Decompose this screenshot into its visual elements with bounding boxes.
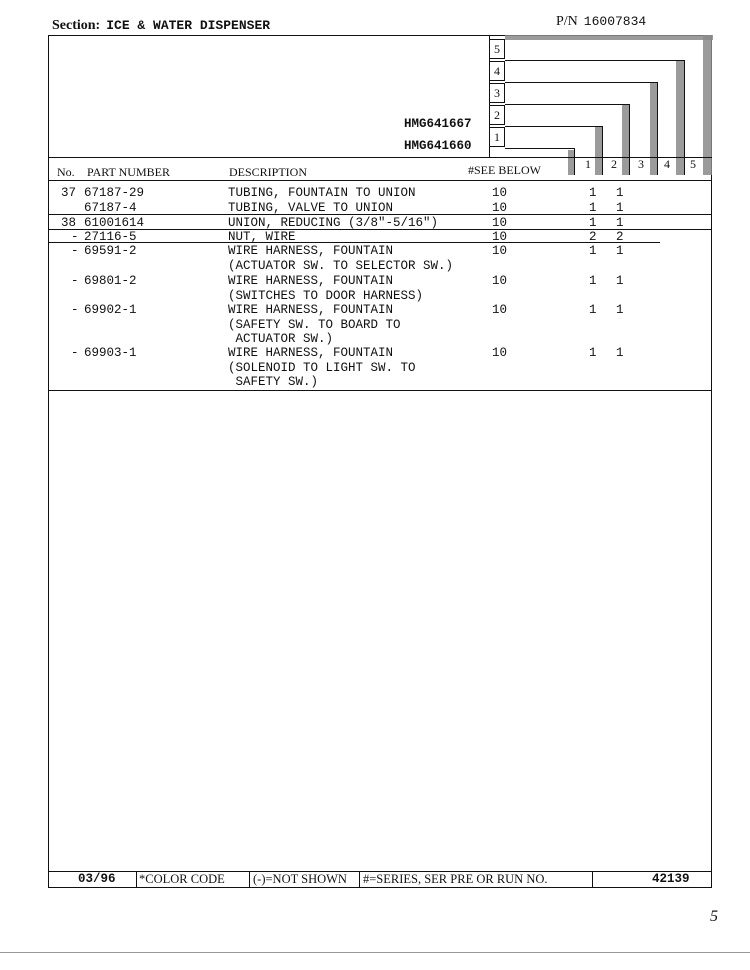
see-below: 10 [492, 201, 508, 215]
qty-col-1: 1 [589, 346, 597, 360]
page-edge [0, 952, 750, 953]
part-number: 69801-2 [84, 274, 137, 288]
see-below: 10 [492, 303, 508, 317]
see-below: 10 [492, 230, 508, 244]
qty-col-2: 1 [616, 303, 624, 317]
col-header-1: 1 [585, 157, 591, 171]
footer-series-note: #=SERIES, SER PRE OR RUN NO. [363, 872, 548, 886]
section-value: ICE & WATER DISPENSER [106, 18, 271, 33]
model-number: HMG641667 [404, 117, 472, 131]
see-below: 10 [492, 346, 508, 360]
item-no: 37 [61, 186, 77, 200]
description-line: (SOLENOID TO LIGHT SW. TO [228, 361, 416, 375]
part-number: 67187-29 [84, 186, 145, 200]
qty-col-2: 1 [616, 186, 624, 200]
item-no: - [71, 346, 79, 360]
qty-col-1: 1 [589, 244, 597, 258]
description: WIRE HARNESS, FOUNTAIN [228, 244, 394, 258]
description: UNION, REDUCING (3/8"-5/16") [228, 216, 439, 230]
part-number: 69591-2 [84, 244, 137, 258]
part-number: 61001614 [84, 216, 145, 230]
item-no: - [71, 244, 79, 258]
corner-mark: 5 [710, 908, 718, 925]
description-line: (SWITCHES TO DOOR HARNESS) [228, 289, 424, 303]
footer-page-number: 42139 [652, 872, 690, 886]
item-no: - [71, 230, 79, 244]
qty-col-2: 1 [616, 201, 624, 215]
description-line: SAFETY SW.) [228, 375, 319, 389]
model-number: HMG641660 [404, 139, 472, 153]
col-header-4: 4 [664, 157, 670, 171]
footer-not-shown: (-)=NOT SHOWN [253, 872, 347, 886]
series-box-1: 1 [489, 127, 505, 147]
col-header-description: DESCRIPTION [229, 165, 308, 179]
qty-col-1: 1 [589, 186, 597, 200]
col-header-3: 3 [638, 157, 644, 171]
stipple-top [505, 35, 713, 40]
part-number: 27116-5 [84, 230, 137, 244]
qty-col-1: 1 [589, 274, 597, 288]
pn-label: P/N [556, 14, 578, 29]
footer-color-code: *COLOR CODE [139, 872, 225, 886]
part-number-header [556, 14, 646, 30]
part-number: 67187-4 [84, 201, 137, 215]
pn-value: 16007834 [583, 14, 647, 29]
description: TUBING, VALVE TO UNION [228, 201, 394, 215]
series-box-2: 2 [489, 105, 505, 125]
qty-col-2: 1 [616, 244, 624, 258]
qty-col-1: 1 [589, 303, 597, 317]
col-header-2: 2 [611, 157, 617, 171]
series-box-3: 3 [489, 83, 505, 103]
section-header [52, 18, 270, 34]
item-no: - [71, 303, 79, 317]
qty-col-1: 1 [589, 216, 597, 230]
col-header-part: PART NUMBER [87, 165, 170, 179]
description: WIRE HARNESS, FOUNTAIN [228, 303, 394, 317]
part-number: 69903-1 [84, 346, 137, 360]
col-header-no: No. [57, 165, 75, 179]
stipple-col5 [703, 35, 712, 175]
qty-col-2: 1 [616, 346, 624, 360]
col-header-5: 5 [690, 157, 696, 171]
qty-col-2: 2 [616, 230, 624, 244]
description-line: (SAFETY SW. TO BOARD TO [228, 318, 401, 332]
description-line: (ACTUATOR SW. TO SELECTOR SW.) [228, 259, 454, 273]
see-below: 10 [492, 274, 508, 288]
description: TUBING, FOUNTAIN TO UNION [228, 186, 416, 200]
part-number: 69902-1 [84, 303, 137, 317]
item-no: - [71, 274, 79, 288]
see-below: 10 [492, 186, 508, 200]
qty-col-2: 1 [616, 274, 624, 288]
qty-col-1: 2 [589, 230, 597, 244]
col-header-see-below: #SEE BELOW [468, 163, 541, 177]
section-label: Section: [52, 18, 101, 33]
qty-col-2: 1 [616, 216, 624, 230]
item-no: 38 [61, 216, 77, 230]
see-below: 10 [492, 244, 508, 258]
description: WIRE HARNESS, FOUNTAIN [228, 346, 394, 360]
series-box-5: 5 [489, 39, 505, 59]
see-below: 10 [492, 216, 508, 230]
description: NUT, WIRE [228, 230, 296, 244]
description: WIRE HARNESS, FOUNTAIN [228, 274, 394, 288]
series-box-4: 4 [489, 61, 505, 81]
description-line: ACTUATOR SW.) [228, 332, 334, 346]
footer-date: 03/96 [78, 872, 116, 886]
qty-col-1: 1 [589, 201, 597, 215]
